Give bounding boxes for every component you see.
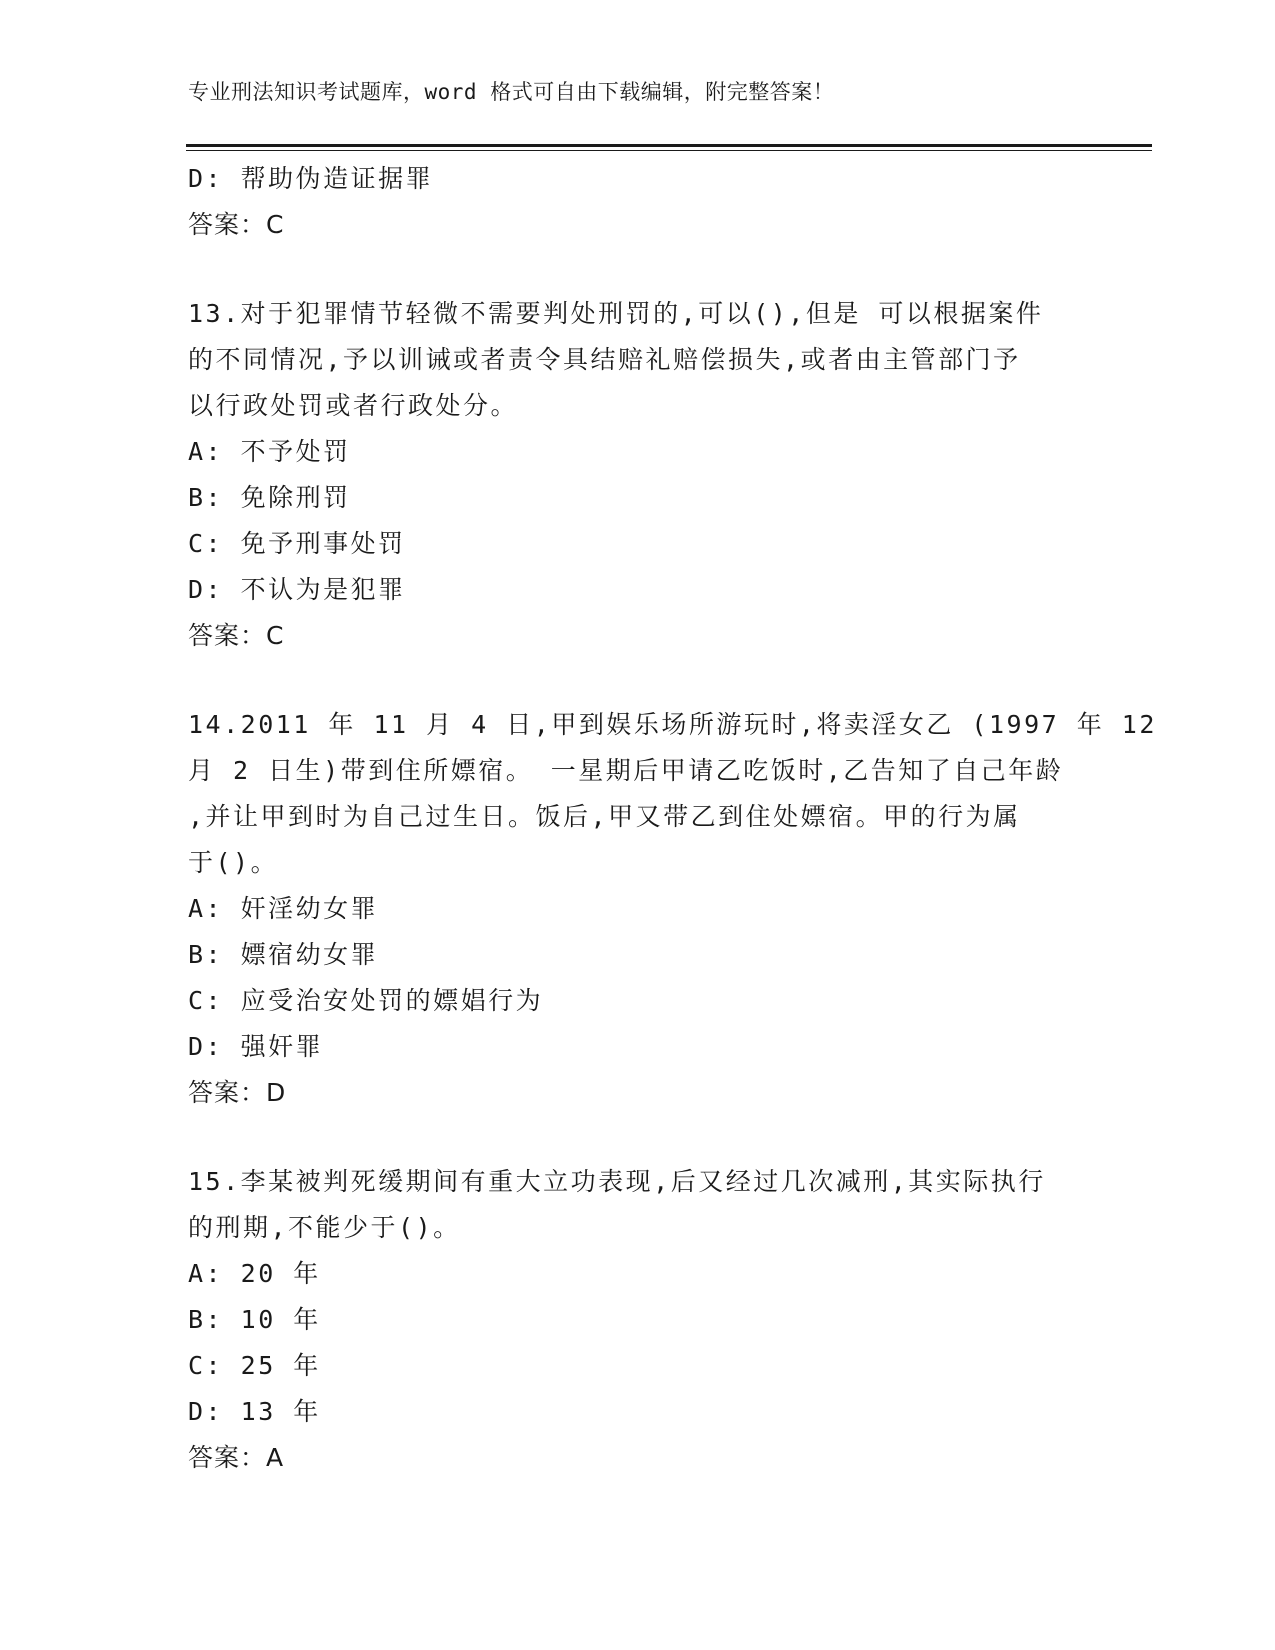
question-line: D: 13 年 (188, 1397, 321, 1426)
header-rule-thin (186, 150, 1152, 151)
question-block-q15 (188, 1159, 1088, 1481)
header-rule-thick (186, 144, 1152, 147)
question-line: 月 2 日生)带到住所嫖宿。 一星期后甲请乙吃饭时,乙告知了自己年龄 (188, 756, 1064, 785)
question-line: 14.2011 年 11 月 4 日,甲到娱乐场所游玩时,将卖淫女乙 (1997 年 12 (188, 710, 1157, 739)
question-line: C: 应受治安处罚的嫖娼行为 (188, 986, 544, 1015)
question-line: C: 25 年 (188, 1351, 321, 1380)
question-line: 15.李某被判死缓期间有重大立功表现,后又经过几次减刑,其实际执行 (188, 1167, 1046, 1196)
block-spacer (188, 248, 1088, 291)
question-line: A: 奸淫幼女罪 (188, 894, 379, 923)
question-line: A: 20 年 (188, 1259, 321, 1288)
answer-line: 答案：C (188, 210, 285, 239)
question-block-q12-tail (188, 156, 1088, 248)
question-line: 于()。 (188, 848, 279, 877)
question-line: D: 帮助伪造证据罪 (188, 164, 434, 193)
question-line: B: 10 年 (188, 1305, 321, 1334)
question-line: B: 嫖宿幼女罪 (188, 940, 379, 969)
question-line: D: 不认为是犯罪 (188, 575, 406, 604)
question-line: 的刑期,不能少于()。 (188, 1213, 461, 1242)
question-line: B: 免除刑罚 (188, 483, 351, 512)
question-line: 13.对于犯罪情节轻微不需要判处刑罚的,可以(),但是 可以根据案件 (188, 299, 1044, 328)
block-spacer (188, 659, 1088, 702)
answer-line: 答案：A (188, 1443, 285, 1472)
question-line: D: 强奸罪 (188, 1032, 324, 1061)
question-line: C: 免予刑事处罚 (188, 529, 406, 558)
question-line: 以行政处罚或者行政处分。 (188, 391, 519, 420)
question-block-q13 (188, 291, 1088, 659)
question-line: ,并让甲到时为自己过生日。饭后,甲又带乙到住处嫖宿。甲的行为属 (188, 802, 1021, 831)
block-spacer (188, 1116, 1088, 1159)
document-header: 专业刑法知识考试题库，word 格式可自由下载编辑，附完整答案！ (188, 80, 835, 104)
question-line: 的不同情况,予以训诫或者责令具结赔礼赔偿损失,或者由主管部门予 (188, 345, 1021, 374)
answer-line: 答案：D (188, 1078, 287, 1107)
question-block-q14 (188, 702, 1157, 1116)
question-line: A: 不予处罚 (188, 437, 351, 466)
document-body (188, 156, 1157, 1481)
answer-line: 答案：C (188, 621, 285, 650)
